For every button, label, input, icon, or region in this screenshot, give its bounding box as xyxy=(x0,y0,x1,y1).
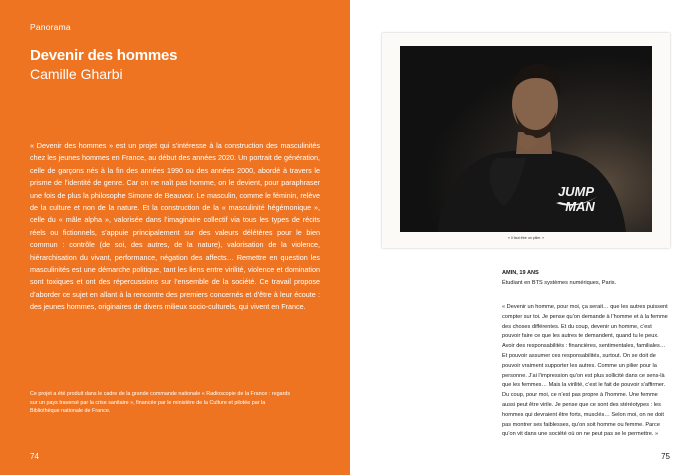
quote-paragraph: « Devenir un homme, pour moi, ça serait… que les autres puissent compter sur toi. Je pense qu’on demande à l’homme et à la femme des choses différentes. Et du coup, devenir un homme, c’est pouvoir faire ce que les autres te demandent, quand tu le peux. Avoir des responsabilités : financières, sentimentales, familiales… Et pouvoir assumer ces responsabilités, surtout. On se doit de pouvoir vraiment supporter les autres. Comme un pilier pour la personne. J’ai l’impression qu’on est plus sollicité dans ce sens-là que les femmes… Mais la virilité, c’est le fait de pouvoir s’affirmer. Du coup, pour moi, ce n’est pas propre à l’homme. Une femme aussi peut être virile. Je pense que ce sont des stéréotypes : les hommes qui devraient être forts, musclés… Selon moi, on ne doit pas montrer ses faiblesses, qu’on soit homme ou femme. Parce qu’on vit dans une société où on ne peut pas se le permettre. » xyxy=(502,304,668,438)
photo-frame xyxy=(382,33,670,248)
portrait-photo xyxy=(400,46,652,232)
page-number-left: 74 xyxy=(30,452,39,461)
right-page xyxy=(350,0,700,475)
portrait-illustration xyxy=(400,46,652,232)
article-author: Camille Gharbi xyxy=(30,66,123,82)
interview-quote xyxy=(502,303,668,440)
article-title: Devenir des hommes xyxy=(30,47,178,64)
sweatshirt-print-line1: JUMP xyxy=(557,184,595,199)
body-paragraph: « Devenir des hommes » est un projet qui s’intéresse à la construction des masculinités chez les jeunes hommes en France, au début des années 2020. Un portrait de génération, celle de garçons nés à la fin des années 1990 ou des années 2000, abordé à travers le prisme de l’identité de genre. Car on ne naît pas homme, on le devient, pour paraphraser une fois de plus la philosophe Simone de Beauvoir. Le masculin, comme le féminin, relève de la culture et non de la nature. Et la construction de la « masculinité hégémonique », celle du « mâle alpha », valorisée dans l’imaginaire collectif via tous les types de récits réels ou fictionnels, s’appuie principalement sur des valeurs délétères pour le bien commun : contrôle (de soi, des autres, de la nature), valorisation de la violence, hiérarchisation du vivant, performance, négation des affects… Remettre en question les masculinités est une démarche politique, tant les liens entre virilité, violence et domination sont toxiques et ont des répercussions sur l’ensemble de la société. Ce travail propose d’aborder ce sujet en allant à la rencontre des premiers concernés et d’être à leur écoute : des jeunes hommes, originaires de divers milieux socio-culturels, qui vivent en France. xyxy=(30,141,320,312)
interviewee-description: Étudiant en BTS systèmes numériques, Paris. xyxy=(502,280,617,286)
section-label: Panorama xyxy=(30,22,71,32)
article-body xyxy=(30,140,320,314)
footnote: Ce projet a été produit dans le cadre de la grande commande nationale « Radioscopie de la France : regards sur un pays traversé par la crise sanitaire », financée par le ministère de la Culture et pilotée par la Bibliothèque nationale de France. xyxy=(30,391,291,414)
page-number-right: 75 xyxy=(661,452,670,461)
sweatshirt-print-line2: MAN xyxy=(565,199,595,214)
interviewee-name: AMIN, 19 ANS xyxy=(502,270,539,276)
photo-caption: « Il faut être un pilier. » xyxy=(507,236,545,240)
